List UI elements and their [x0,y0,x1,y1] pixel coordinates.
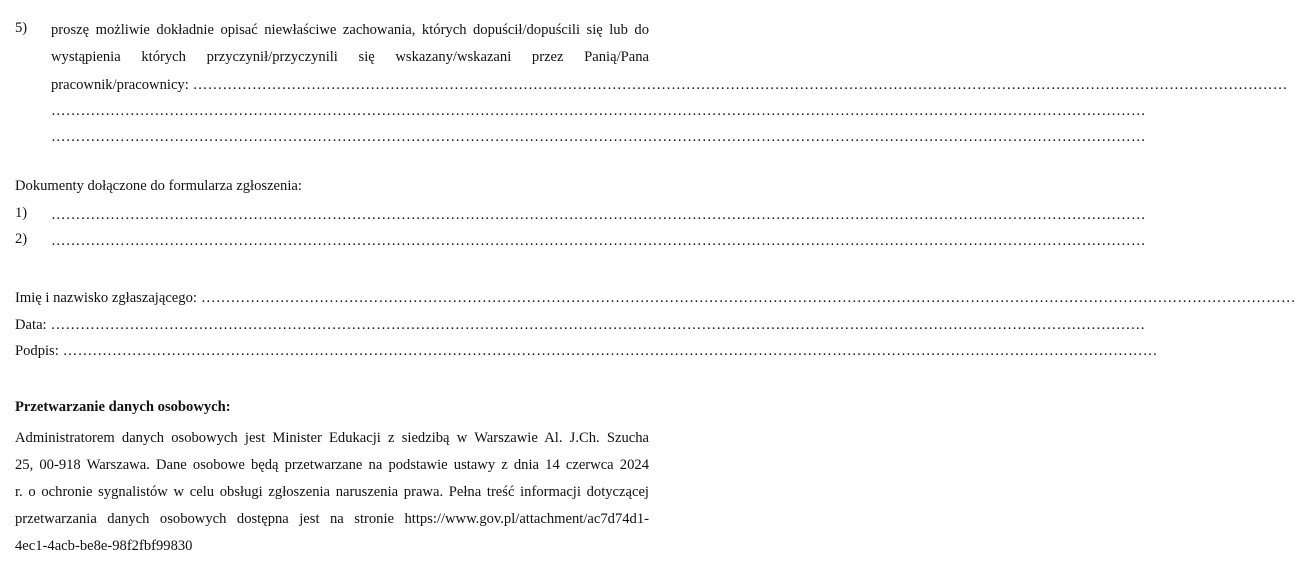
attachments-heading: Dokumenty dołączone do formularza zgłoszenia: [15,178,302,194]
dotted-fill-line: …………………………………………………………………………………………………………………………………………………………………………………………………… [51,233,1146,249]
dotted-fill-line: …………………………………………………………………………………………………………………………………………………………………………………………………… [62,343,1158,359]
dotted-fill-line: …………………………………………………………………………………………………………………………………………………………………………………………………… [51,129,1146,145]
privacy-text-line-3: r. o ochronie sygnalistów w celu obsługi zgłoszenia naruszenia prawa. Pełna treść informacji dotyczącej [15,484,649,500]
dotted-fill-line: …………………………………………………………………………………………………………………………………………………………………………………………………… [192,77,1288,93]
reporter-name-label: Imię i nazwisko zgłaszającego: [15,290,197,306]
dotted-fill-line: …………………………………………………………………………………………………………………………………………………………………………………………………… [51,103,1146,119]
attachment-2-number: 2) [15,231,28,247]
item-5-text-line-2: wystąpienia których przyczynił/przyczynili się wskazany/wskazani przez Panią/Pana [51,49,649,65]
signature-line [15,341,1158,361]
date-line [15,315,1146,335]
item-5-number: 5) [15,20,28,36]
item-5-text-line-1: proszę możliwie dokładnie opisać niewłaściwe zachowania, których dopuścił/dopuścili się lub do [51,22,649,38]
signature-label: Podpis: [15,343,59,359]
privacy-text-line-5: 4ec1-4acb-be8e-98f2fbf99830 [15,538,193,554]
attachment-1-number: 1) [15,205,28,221]
dotted-fill-line [51,127,1146,147]
item-5-label: pracownik/pracownicy: [51,77,189,93]
privacy-text-line-1: Administratorem danych osobowych jest Minister Edukacji z siedzibą w Warszawie Al. J.Ch. Szucha [15,430,649,446]
item-5-line-3 [51,75,1288,95]
date-label: Data: [15,317,47,333]
attachment-2-line [51,231,1146,251]
dotted-fill-line: …………………………………………………………………………………………………………………………………………………………………………………………………… [51,207,1146,223]
dotted-fill-line: …………………………………………………………………………………………………………………………………………………………………………………………………… [200,290,1296,306]
privacy-heading: Przetwarzanie danych osobowych: [15,399,231,415]
dotted-fill-line [51,101,1146,121]
privacy-text-line-2: 25, 00-918 Warszawa. Dane osobowe będą przetwarzane na podstawie ustawy z dnia 14 czerwca 2024 [15,457,649,473]
reporter-name-line [15,288,1296,308]
attachment-1-line [51,205,1146,225]
privacy-text-line-4: przetwarzania danych osobowych dostępna jest na stronie https://www.gov.pl/attachment/ac7d74d1- [15,511,649,527]
dotted-fill-line: …………………………………………………………………………………………………………………………………………………………………………………………………… [50,317,1146,333]
